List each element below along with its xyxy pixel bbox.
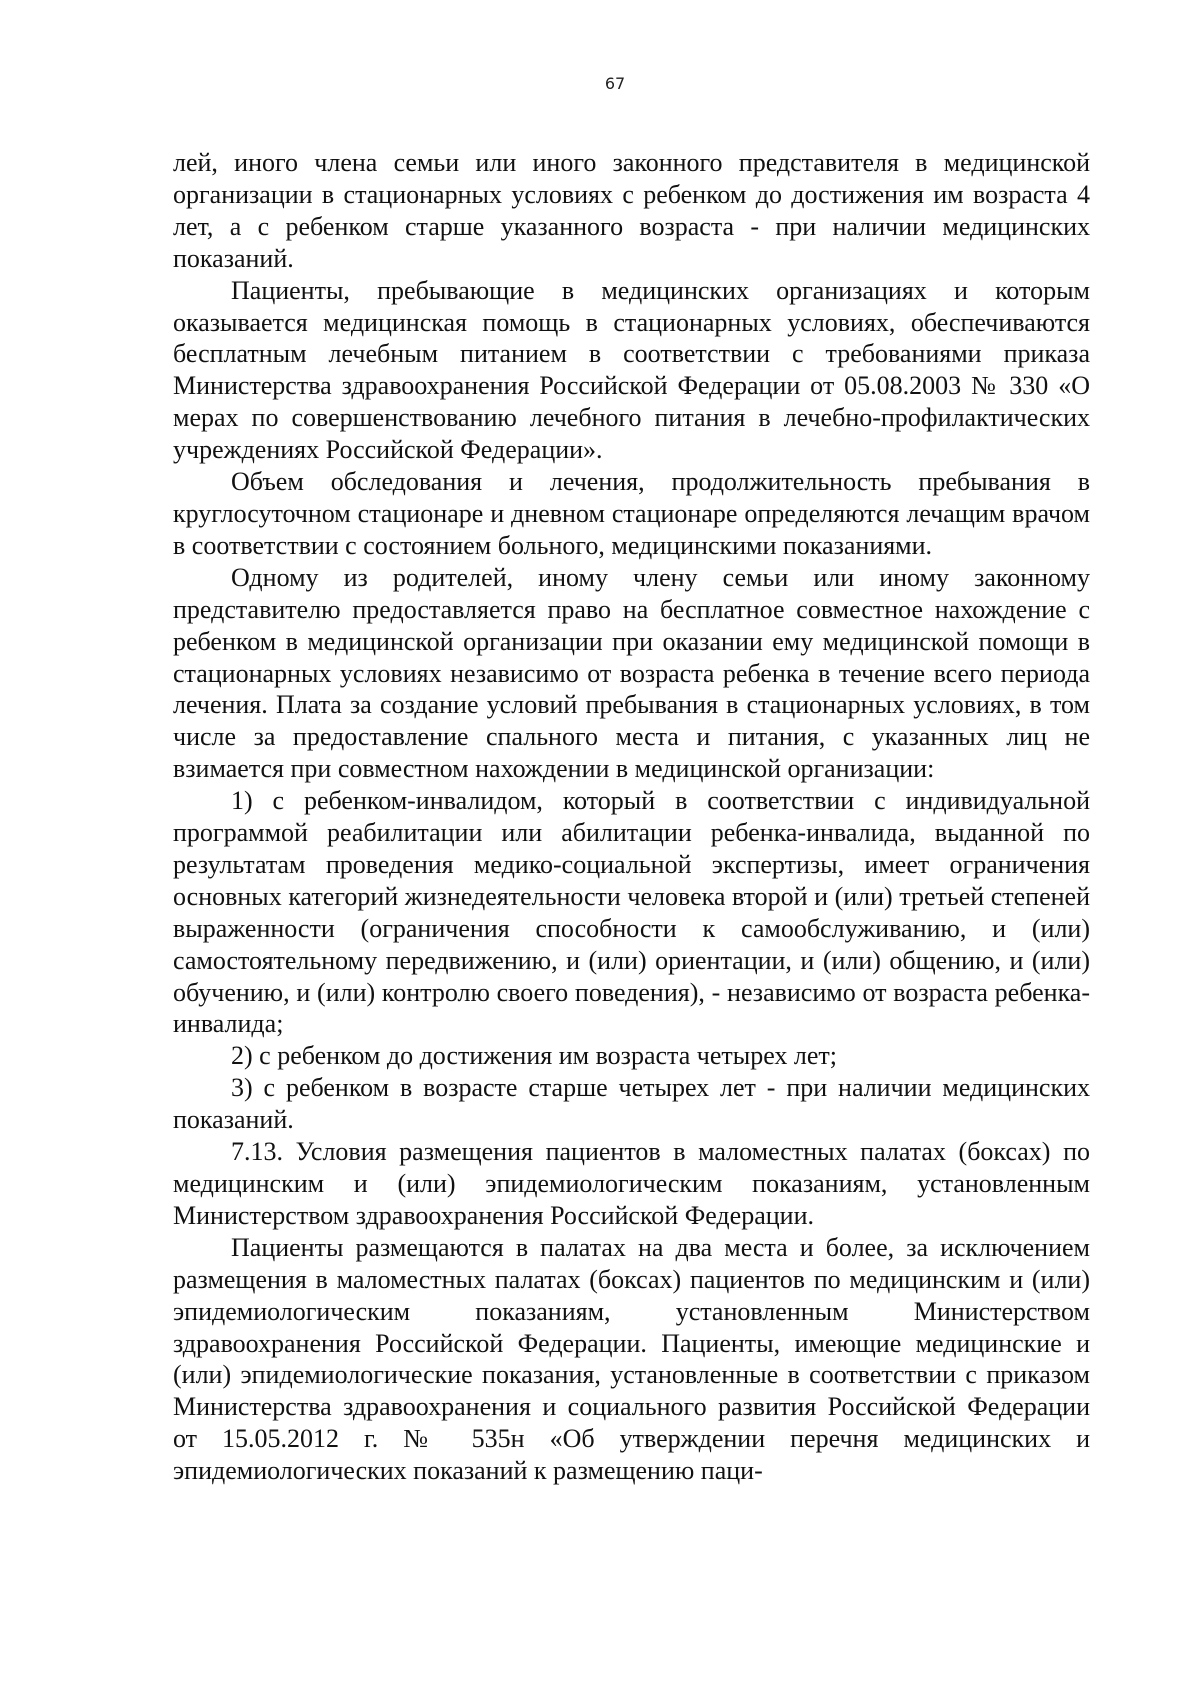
list-item-2: 2) с ребенком до достижения им возраста четырех лет; — [231, 1041, 837, 1071]
section-7-13-heading: 7.13. Условия размещения пациентов в маломестных палатах (боксах) по медицинским и (или) эпидемиологическим показаниям, установленным Министерством здравоохранения Российской Федерации. — [173, 1137, 1090, 1230]
list-item-1: 1) с ребенком-инвалидом, который в соответствии с индивидуальной программой реабилитации или абилитации ребенка-инвалида, выданной по результатам проведения медико-социальной экспертизы, имеет ограничения основных категорий жизнедеятельности человека второй и (или) третьей степеней выраженности (ограничения способности к самообслуживанию, и (или) самостоятельному передвижению, и (или) ориентации, и (или) общению, и (или) обучению, и (или) контролю своего поведения), - независимо от возраста ребенка-инвалида; — [173, 786, 1090, 1039]
paragraph-examination-scope: Объем обследования и лечения, продолжительность пребывания в круглосуточном стационаре и дневном стационаре определяются лечащим врачом в соответствии с состоянием больного, медицинскими показаниями. — [173, 467, 1090, 560]
page-number: 67 — [604, 74, 626, 93]
paragraph-ward-placement: Пациенты размещаются в палатах на два места и более, за исключением размещения в маломестных палатах (боксах) пациентов по медицинским и (или) эпидемиологическим показаниям, установленным Министерством здравоохранения Российской Федерации. Пациенты, имеющие медицинские и (или) эпидемиологические показания, установленные в соответствии с приказом Министерства здравоохранения и социального развития Российской Федерации от 15.05.2012 г. № 535н «Об утверждении перечня медицинских и эпидемиологических показаний к размещению паци- — [173, 1232, 1090, 1486]
paragraph-continuation: лей, иного члена семьи или иного законного представителя в медицинской организации в стационарных условиях с ребенком до достижения им возраста 4 лет, а с ребенком старше указанного возраста - при наличии медицинских показаний. — [173, 148, 1090, 273]
list-item-3: 3) с ребенком в возрасте старше четырех лет - при наличии медицинских показаний. — [173, 1073, 1090, 1135]
document-body — [173, 147, 1090, 1487]
paragraph-joint-stay: Одному из родителей, иному члену семьи или иному законному представителю предоставляется право на бесплатное совместное нахождение с ребенком в медицинской организации при оказании ему медицинской помощи в стационарных условиях независимо от возраста ребенка в течение всего периода лечения. Плата за создание условий пребывания в стационарных условиях, в том числе за предоставление спального места и питания, с указанных лиц не взимается при совместном нахождении в медицинской организации: — [173, 562, 1090, 784]
paragraph-therapeutic-nutrition: Пациенты, пребывающие в медицинских организациях и которым оказывается медицинская помощь в стационарных условиях, обеспечиваются бесплатным лечебным питанием в соответствии с требованиями приказа Министерства здравоохранения Российской Федерации от 05.08.2003 № 330 «О мерах по совершенствованию лечебного питания в лечебно-профилактических учреждениях Российской Федерации». — [173, 275, 1090, 465]
